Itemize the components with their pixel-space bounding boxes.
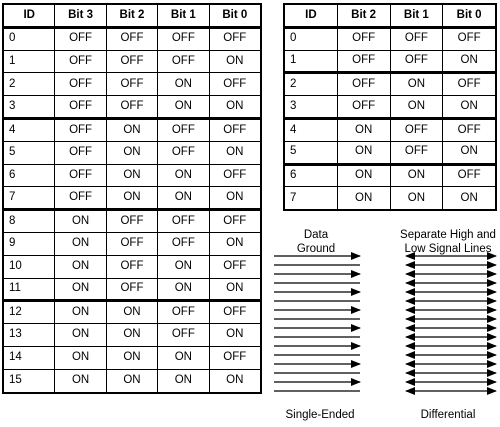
table16-bit-cell: OFF <box>158 232 209 255</box>
table16-bit-cell: ON <box>55 346 106 369</box>
table16-header-bit-0: Bit 0 <box>209 5 260 28</box>
table16-bit-cell: OFF <box>106 278 157 301</box>
table16-id-cell: 12 <box>4 301 55 324</box>
table16-row <box>4 369 261 392</box>
table16-bit-cell: ON <box>209 369 260 392</box>
table16-id-cell: 6 <box>4 164 55 187</box>
table16-bit-cell: ON <box>106 141 157 164</box>
single-ended-lines <box>274 256 360 391</box>
table16-bit-cell: OFF <box>55 187 106 210</box>
table16-bit-cell: ON <box>106 324 157 347</box>
table16-bit-cell: ON <box>106 346 157 369</box>
table16-bit-cell: OFF <box>106 27 157 50</box>
table16-bit-cell: ON <box>209 278 260 301</box>
table16-row <box>4 118 261 141</box>
signal-line-diagram <box>268 248 500 400</box>
table8-row <box>285 187 496 210</box>
table16-row <box>4 232 261 255</box>
table16-bit-cell: OFF <box>209 73 260 96</box>
table16-bit-cell: OFF <box>55 50 106 73</box>
table16-header-id: ID <box>4 5 55 28</box>
table8-bit-cell: OFF <box>443 73 496 96</box>
table16-id-cell: 9 <box>4 232 55 255</box>
table16-row <box>4 255 261 278</box>
table16-row <box>4 73 261 96</box>
table8-bit-cell: OFF <box>337 96 390 119</box>
table16-id-cell: 11 <box>4 278 55 301</box>
table16-id-cell: 10 <box>4 255 55 278</box>
table16-row <box>4 210 261 233</box>
table16-bit-cell: ON <box>55 255 106 278</box>
table8-bit-cell: ON <box>390 164 443 187</box>
table8-row <box>285 141 496 164</box>
table16-bit-cell: ON <box>55 278 106 301</box>
differential-caption: Differential <box>420 409 476 421</box>
table16-row <box>4 50 261 73</box>
table16-bit-cell: OFF <box>209 164 260 187</box>
table16-bit-cell: ON <box>209 187 260 210</box>
table16-bit-cell: ON <box>158 187 209 210</box>
signal-lines-label-line1: Separate High and <box>400 229 496 241</box>
table16-bit-cell: ON <box>106 369 157 392</box>
table8-bit-cell: OFF <box>390 141 443 164</box>
table16-bit-cell: OFF <box>106 96 157 119</box>
table16-bit-cell: ON <box>158 255 209 278</box>
table16-id-cell: 7 <box>4 187 55 210</box>
table16-bit-cell: ON <box>158 278 209 301</box>
table8-id-cell: 6 <box>285 164 338 187</box>
table8-id-cell: 4 <box>285 118 338 141</box>
table8-bit-cell: ON <box>390 187 443 210</box>
table16-bit-cell: ON <box>158 369 209 392</box>
table16-bit-cell: ON <box>158 164 209 187</box>
table16-bit-cell: OFF <box>55 27 106 50</box>
table16-bit-cell: OFF <box>158 27 209 50</box>
table16-bit-cell: ON <box>55 301 106 324</box>
table8-bit-cell: OFF <box>443 27 496 50</box>
table8-bit-cell: ON <box>337 141 390 164</box>
table16-bit-cell: ON <box>209 96 260 119</box>
table16-id-cell: 1 <box>4 50 55 73</box>
table16-id-cell: 15 <box>4 369 55 392</box>
table8-header-bit-2: Bit 2 <box>337 5 390 28</box>
table16-bit-cell: OFF <box>55 96 106 119</box>
single-ended-caption: Single-Ended <box>285 409 355 421</box>
table16-row <box>4 301 261 324</box>
table16-bit-cell: OFF <box>158 141 209 164</box>
table8-id-cell: 7 <box>285 187 338 210</box>
table16-row <box>4 141 261 164</box>
table16-id-cell: 5 <box>4 141 55 164</box>
table16-id-cell: 0 <box>4 27 55 50</box>
table16-bit-cell: OFF <box>106 232 157 255</box>
table8-bit-cell: ON <box>390 96 443 119</box>
table8-bit-cell: OFF <box>443 118 496 141</box>
table16-bit-cell: ON <box>106 301 157 324</box>
table16-id-cell: 3 <box>4 96 55 119</box>
table16-bit-cell: ON <box>158 346 209 369</box>
table16-bit-cell: OFF <box>209 255 260 278</box>
table8-bit-cell: OFF <box>443 164 496 187</box>
table8-id-cell: 0 <box>285 27 338 50</box>
table16-bit-cell: OFF <box>55 73 106 96</box>
table16-bit-cell: ON <box>209 141 260 164</box>
table16-bit-cell: ON <box>209 50 260 73</box>
table16-bit-cell: ON <box>106 164 157 187</box>
table8-bit-cell: ON <box>390 73 443 96</box>
table16-row <box>4 346 261 369</box>
table16-bit-cell: ON <box>106 187 157 210</box>
table16-bit-cell: OFF <box>209 118 260 141</box>
table8-bit-cell: ON <box>443 141 496 164</box>
table16-id-cell: 13 <box>4 324 55 347</box>
table16-header-bit-3: Bit 3 <box>55 5 106 28</box>
table8-bit-cell: ON <box>337 164 390 187</box>
table16-bit-cell: OFF <box>55 164 106 187</box>
table8-row <box>285 73 496 96</box>
data-label: Data <box>303 229 329 241</box>
table8-bit-cell: OFF <box>390 50 443 73</box>
table8-bit-cell: ON <box>337 118 390 141</box>
table8-bit-cell: OFF <box>337 73 390 96</box>
table16-bit-cell: OFF <box>106 210 157 233</box>
table8-header-bit-0: Bit 0 <box>443 5 496 28</box>
table16-row <box>4 164 261 187</box>
sixteen-id-table <box>3 4 261 393</box>
table16-bit-cell: OFF <box>158 324 209 347</box>
table16-header-bit-1: Bit 1 <box>158 5 209 28</box>
table8-row <box>285 96 496 119</box>
table8-bit-cell: ON <box>443 50 496 73</box>
table8-bit-cell: ON <box>443 187 496 210</box>
table8-row <box>285 164 496 187</box>
table16-bit-cell: OFF <box>55 118 106 141</box>
table8-id-cell: 2 <box>285 73 338 96</box>
table16-bit-cell: ON <box>106 118 157 141</box>
table8-header-bit-1: Bit 1 <box>390 5 443 28</box>
table8-id-cell: 3 <box>285 96 338 119</box>
table16-id-cell: 2 <box>4 73 55 96</box>
table16-bit-cell: OFF <box>158 118 209 141</box>
table16-bit-cell: ON <box>158 96 209 119</box>
table16-row <box>4 27 261 50</box>
table16-row <box>4 96 261 119</box>
table16-header-bit-2: Bit 2 <box>106 5 157 28</box>
table8-bit-cell: OFF <box>337 50 390 73</box>
table8-id-cell: 1 <box>285 50 338 73</box>
table16-bit-cell: ON <box>55 369 106 392</box>
table16-id-cell: 4 <box>4 118 55 141</box>
table16-bit-cell: ON <box>209 324 260 347</box>
table16-row <box>4 187 261 210</box>
table16-bit-cell: OFF <box>209 210 260 233</box>
table16-id-cell: 8 <box>4 210 55 233</box>
table16-bit-cell: OFF <box>209 301 260 324</box>
table16-bit-cell: ON <box>55 210 106 233</box>
signal-lines-label-line2: Low Signal Lines <box>404 243 492 256</box>
table16-bit-cell: ON <box>209 232 260 255</box>
table16-bit-cell: OFF <box>209 27 260 50</box>
table8-bit-cell: ON <box>443 96 496 119</box>
table8-bit-cell: OFF <box>390 27 443 50</box>
table8-id-cell: 5 <box>285 141 338 164</box>
table16-bit-cell: OFF <box>106 255 157 278</box>
differential-lines <box>406 256 496 391</box>
table16-bit-cell: ON <box>55 324 106 347</box>
table16-row <box>4 324 261 347</box>
table8-row <box>285 118 496 141</box>
table8-bit-cell: OFF <box>337 27 390 50</box>
table8-bit-cell: OFF <box>390 118 443 141</box>
table16-id-cell: 14 <box>4 346 55 369</box>
table16-bit-cell: OFF <box>55 141 106 164</box>
eight-id-table <box>284 4 496 210</box>
table16-row <box>4 278 261 301</box>
table16-bit-cell: ON <box>158 73 209 96</box>
table16-bit-cell: OFF <box>158 210 209 233</box>
table16-bit-cell: ON <box>55 232 106 255</box>
table16-bit-cell: OFF <box>209 346 260 369</box>
table8-header-id: ID <box>285 5 338 28</box>
table16-bit-cell: OFF <box>106 73 157 96</box>
table16-bit-cell: OFF <box>158 50 209 73</box>
table8-row <box>285 50 496 73</box>
table16-bit-cell: OFF <box>158 301 209 324</box>
table8-bit-cell: ON <box>337 187 390 210</box>
ground-label: Ground <box>296 243 336 256</box>
table8-row <box>285 27 496 50</box>
table16-bit-cell: OFF <box>106 50 157 73</box>
